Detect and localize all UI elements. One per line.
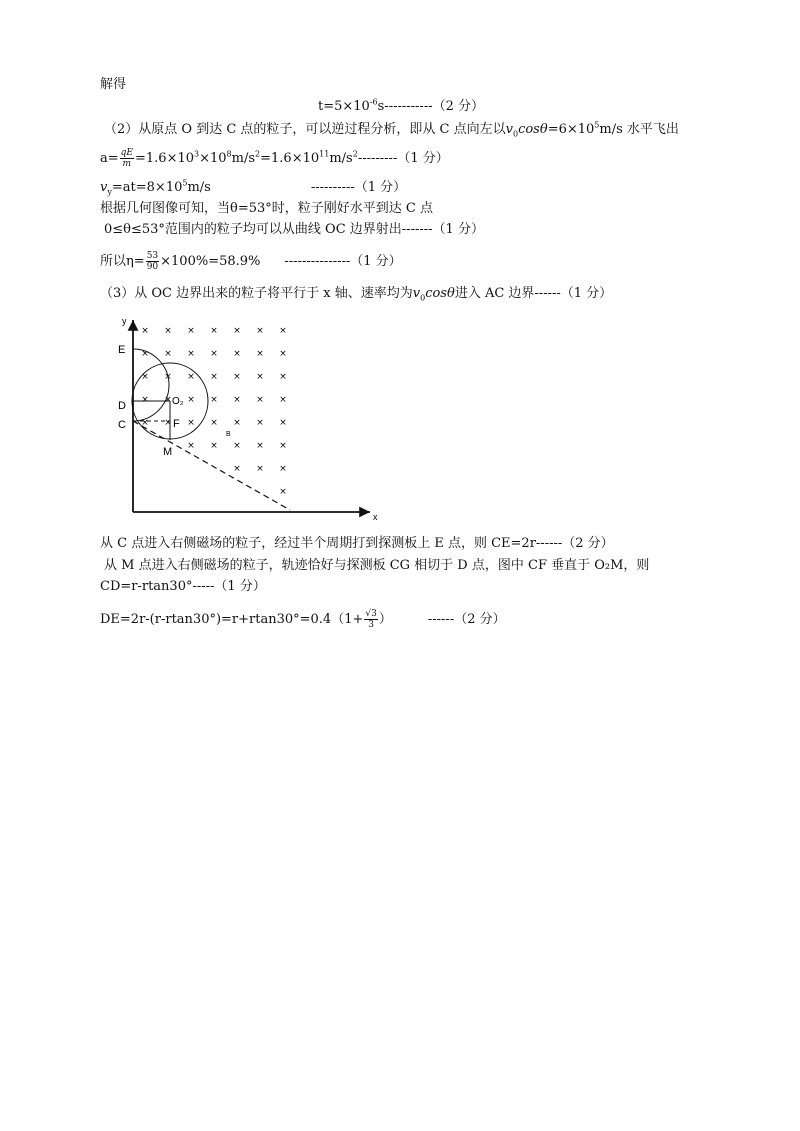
text-line-13 (100, 607, 506, 633)
label-c: C (118, 419, 126, 431)
field-cross: × (279, 441, 287, 451)
label-f: F (173, 418, 180, 430)
vy-score: ----------（1 分） (310, 180, 407, 195)
field-cross: × (141, 372, 149, 382)
field-cross: × (256, 372, 264, 382)
fraction-numerator: qE (120, 148, 133, 158)
text-line-11 (104, 557, 649, 575)
eta-value: ×100%=58.9% (160, 254, 261, 269)
v0-exponent: 5 (594, 120, 600, 130)
magnetic-field-diagram (100, 312, 390, 524)
field-cross: × (164, 372, 172, 382)
sqrt3-denominator: 3 (368, 620, 374, 630)
field-cross: × (233, 418, 241, 428)
field-cross-marks (141, 326, 287, 497)
field-cross: × (141, 326, 149, 336)
a-exp-3: 2 (255, 149, 261, 159)
field-cross: × (233, 441, 241, 451)
sqrt3-numerator: √3 (365, 609, 377, 619)
field-cross: × (141, 349, 149, 359)
field-cross: × (279, 464, 287, 474)
v0-value: =6×10 (547, 122, 595, 137)
field-cross: × (141, 395, 149, 405)
a-exp-5: 2 (352, 149, 358, 159)
field-cross: × (164, 395, 172, 405)
part3-intro: （3）从 OC 边界出来的粒子将平行于 x 轴、速率均为 (100, 286, 413, 301)
text-line-5 (100, 179, 406, 197)
field-cross: × (210, 395, 218, 405)
field-cross: × (233, 372, 241, 382)
field-cross: × (141, 418, 149, 428)
line-10-text: 从 C 点进入右侧磁场的粒子，经过半个周期打到探测板上 E 点，则 CE=2r------（2 分） (100, 536, 614, 551)
field-cross: × (279, 326, 287, 336)
eta-denominator: 90 (146, 262, 159, 272)
text-line-7 (104, 221, 484, 239)
x-axis-label: x (373, 512, 378, 522)
field-cross: × (256, 395, 264, 405)
eta-numerator: 53 (146, 251, 159, 261)
a-exp-4: 11 (319, 149, 330, 159)
text-line-10 (100, 535, 614, 553)
text-line-12 (100, 578, 266, 596)
field-cross: × (256, 349, 264, 359)
eta-fraction (146, 251, 159, 272)
field-cross: × (233, 326, 241, 336)
y-axis-label: y (122, 316, 127, 326)
part3-score: 进入 AC 边界------（1 分） (454, 286, 613, 301)
t-exponent: -6 (369, 97, 378, 107)
field-cross: × (256, 326, 264, 336)
a-part-3: m/s (231, 151, 256, 166)
t-expression: t=5×10 (318, 99, 370, 114)
v0-subscript-2: 0 (420, 293, 426, 303)
a-prefix: a= (100, 151, 119, 166)
field-cross: × (210, 441, 218, 451)
text-line-4 (100, 148, 449, 170)
sqrt3-over-3-fraction (364, 609, 377, 630)
line-6-text: 根据几何图像可知，当θ=53°时，粒子刚好水平到达 C 点 (100, 201, 433, 216)
field-cross: × (187, 372, 195, 382)
field-cross: × (233, 464, 241, 474)
vy-symbol: v (100, 180, 108, 195)
field-cross: × (187, 441, 195, 451)
field-cross: × (164, 326, 172, 336)
field-cross: × (187, 418, 195, 428)
half-circle-arc (133, 349, 169, 421)
field-cross: × (233, 395, 241, 405)
a-part-5: m/s (329, 151, 353, 166)
boundary-dashed-line (133, 421, 290, 510)
de-prefix: DE=2r-(r-rtan30°)=r+rtan30°=0.4（1+ (100, 612, 364, 627)
vy-subscript: y (107, 187, 112, 197)
v0-symbol-2: v (412, 286, 421, 301)
line-12-text: CD=r-rtan30°-----（1 分） (100, 579, 266, 594)
field-cross: × (210, 326, 218, 336)
field-cross: × (210, 349, 218, 359)
vy-value: =at=8×10 (111, 180, 183, 195)
field-cross: × (187, 395, 195, 405)
fraction-denominator: m (122, 159, 132, 169)
eta-score: ---------------（1 分） (284, 254, 402, 269)
text-line-9 (100, 285, 612, 303)
cos-theta: cosθ (518, 122, 548, 137)
field-cross: × (279, 418, 287, 428)
field-cross: × (256, 441, 264, 451)
text-line-3 (104, 121, 679, 139)
field-cross: × (256, 464, 264, 474)
v0-subscript: 0 (512, 129, 519, 139)
line-1-text: 解得 (100, 77, 127, 92)
label-b: B (226, 431, 231, 438)
qe-over-m-fraction (120, 148, 134, 169)
field-cross: × (210, 418, 218, 428)
field-cross: × (164, 349, 172, 359)
field-cross: × (187, 349, 195, 359)
a-score: ---------（1 分） (357, 151, 449, 166)
vy-exponent: 5 (182, 178, 188, 188)
field-cross: × (164, 418, 172, 428)
cos-theta-2: cosθ (425, 286, 455, 301)
label-e: E (118, 344, 126, 356)
v0-unit: m/s 水平飞出 (599, 122, 679, 137)
text-line-6 (100, 200, 433, 218)
text-line-1 (100, 76, 126, 94)
a-part-1: =1.6×10 (135, 151, 195, 166)
text-line-8 (100, 250, 402, 274)
t-score: s-----------（2 分） (377, 99, 485, 114)
a-exp-1: 3 (194, 149, 200, 159)
vy-unit: m/s (187, 180, 211, 195)
a-part-4: =1.6×10 (260, 151, 320, 166)
field-cross: × (279, 349, 287, 359)
field-cross: × (279, 372, 287, 382)
field-cross: × (256, 418, 264, 428)
text-line-2 (318, 98, 484, 116)
field-cross: × (210, 372, 218, 382)
part2-intro: （2）从原点 O 到达 C 点的粒子，可以逆过程分析，即从 C 点向左以 (104, 122, 506, 137)
de-close-paren: ） (378, 612, 392, 627)
field-cross: × (279, 395, 287, 405)
a-part-2: ×10 (199, 151, 227, 166)
line-11-text: 从 M 点进入右侧磁场的粒子，轨迹恰好与探测板 CG 相切于 D 点，图中 CF 垂直于 O₂M，则 (104, 558, 650, 573)
de-score: ------（2 分） (427, 612, 506, 627)
label-m: M (163, 446, 173, 458)
a-exp-2: 8 (226, 149, 232, 159)
v0-symbol: v (505, 122, 513, 137)
field-cross: × (187, 326, 195, 336)
label-o2: O₂ (172, 396, 184, 407)
label-d: D (118, 400, 126, 412)
line-7-text: 0≤θ≤53°范围内的粒子均可以从曲线 OC 边界射出-------（1 分） (104, 222, 484, 237)
eta-prefix: 所以η= (100, 254, 145, 269)
field-cross: × (233, 349, 241, 359)
field-cross: × (279, 487, 287, 497)
